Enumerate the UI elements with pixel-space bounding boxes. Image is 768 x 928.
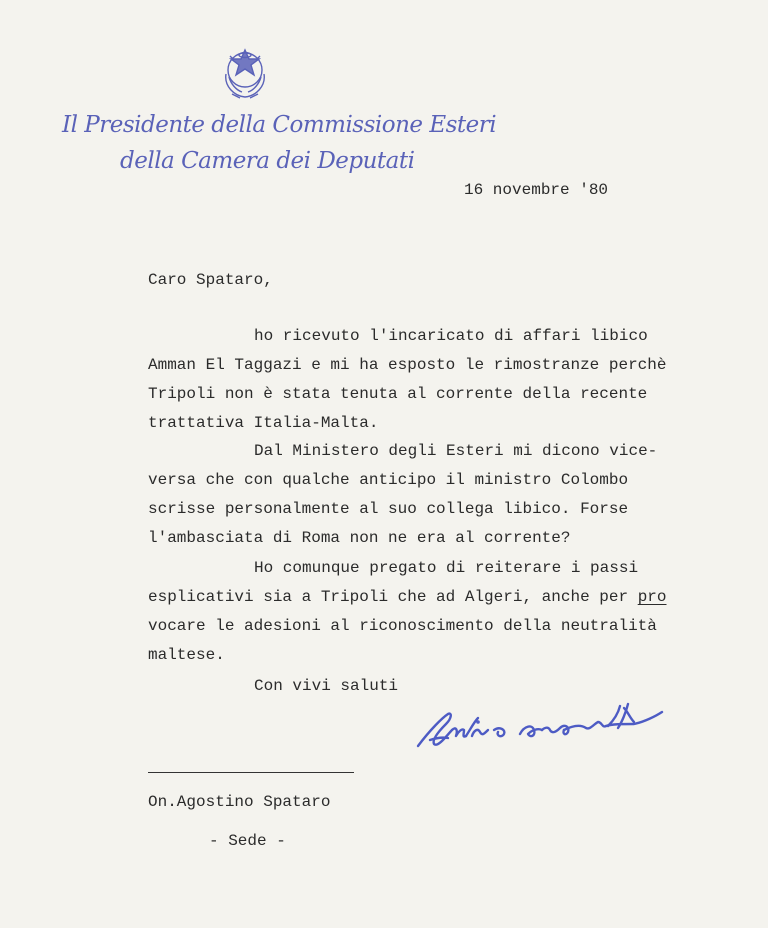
closing: Con vivi saluti [254,677,399,695]
handwritten-signature [412,700,742,760]
body-line: Tripoli non è stata tenuta al corrente della recente [148,385,648,403]
addressee-name: On.Agostino Spataro [148,793,331,811]
body-line [148,587,667,607]
body-line: vocare le adesioni al riconoscimento della neutralità [148,617,657,635]
body-line: scrisse personalmente al suo collega libico. Forse [148,500,629,518]
signature-rule [148,772,354,773]
body-line: ho ricevuto l'incaricato di affari libico [254,327,648,345]
body-line-text: esplicativi sia a Tripoli che ad Algeri, anche per [148,588,638,606]
body-line: Ho comunque pregato di reiterare i passi [254,559,639,577]
salutation: Caro Spataro, [148,271,273,289]
body-line: trattativa Italia-Malta. [148,414,379,432]
body-line: versa che con qualche anticipo il ministro Colombo [148,471,629,489]
body-line: Dal Ministero degli Esteri mi dicono vice- [254,442,658,460]
italian-republic-emblem-icon [218,44,272,102]
body-line: Amman El Taggazi e mi ha esposto le rimostranze perchè [148,356,667,374]
body-line: l'ambasciata di Roma non ne era al corrente? [148,529,571,547]
body-line: maltese. [148,646,225,664]
letter-date: 16 novembre '80 [464,181,609,199]
addressee-location: - Sede - [209,832,286,850]
letterhead-title: Il Presidente della Commissione Esteri [62,112,497,138]
underlined-word: pro [637,588,667,606]
letterhead-subtitle: della Camera dei Deputati [120,148,415,174]
